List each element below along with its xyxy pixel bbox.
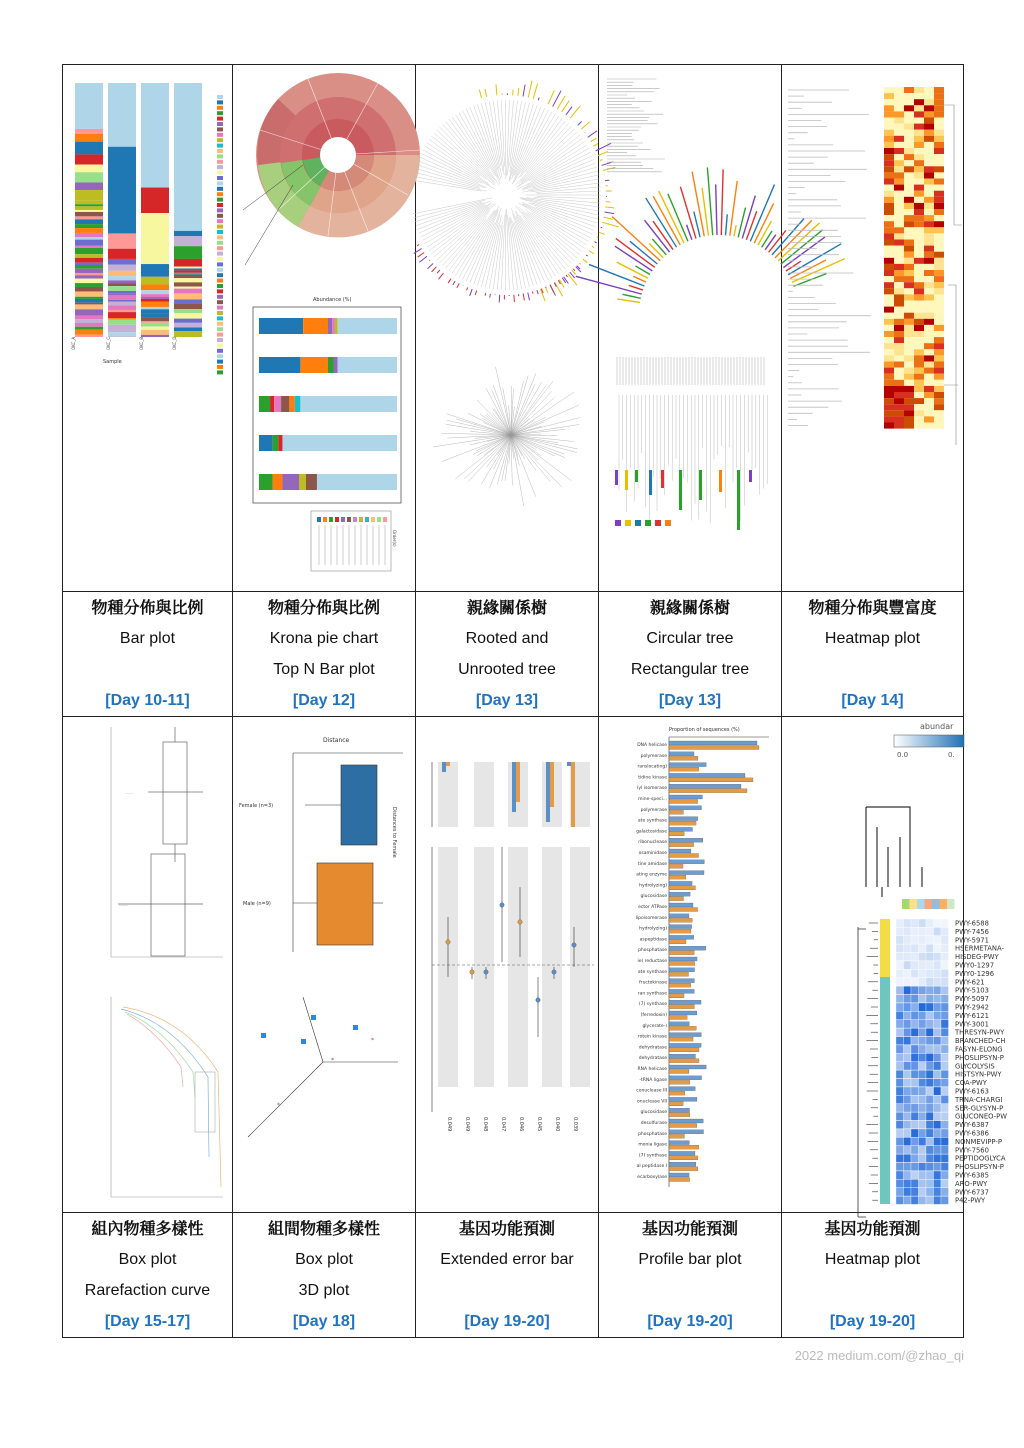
heatmap-row-label: COA-PWY [955,1079,987,1088]
caption-title: 物種分佈與比例 [91,598,204,617]
bar-plot-chart [63,65,232,591]
caption-cell [599,592,781,716]
profile-row-label: polymerase [640,753,667,759]
heatmap-row-label: HSERMETANA- [955,944,1004,953]
caption-line: Profile bar plot [638,1251,742,1268]
pvalue-label: 0.039 [572,1117,578,1132]
heatmap-row-label: PWY-6387 [955,1121,989,1130]
profile-row-label: ie) reductase [637,959,667,964]
heatmap-chart [782,65,963,591]
profile-row-label: DNA helicase [637,743,667,748]
profile-row-label: tidine kinase [638,775,667,781]
caption-day: [Day 19-20] [647,1313,733,1330]
heatmap-row-label: PWY-6737 [955,1188,989,1197]
heatmap-row-label: PWY-3001 [955,1020,989,1029]
heatmap-legend-title: abundar [920,722,954,731]
caption-day: [Day 19-20] [464,1313,550,1330]
profile-row-label: conuclease III [636,1088,667,1094]
caption-cell [782,1213,963,1337]
heatmap-row-label: THRESYN-PWY [955,1028,1005,1037]
phylo-tree-thumbnail [416,65,598,591]
bar-plot-thumbnail [63,65,232,591]
caption-day: [Day 19-20] [829,1313,916,1330]
beta-diversity-thumbnail [233,717,415,1212]
caption-title: 物種分佈與豐富度 [808,598,937,617]
heatmap-row-label: PWY-5097 [955,995,989,1004]
caption-line: Extended error bar [440,1251,574,1268]
heatmap-row-label: PWY-6588 [955,919,989,928]
heatmap-row-label: PWY-6385 [955,1171,989,1180]
profile-row-label: ating enzyme [636,872,667,878]
caption-title: 親緣關係樹 [466,598,547,617]
profile-row-label: glucosidase [640,894,667,900]
bar-sample-label: OKC_D [172,336,177,350]
caption-line: Heatmap plot [824,630,921,647]
box-ylabel: Distances to Female [391,807,397,858]
pvalue-label: 0.049 [464,1117,470,1132]
caption-cell [63,592,232,716]
profile-row-label: glycerate-) [642,1023,667,1029]
caption-title: 物種分佈與比例 [267,598,380,617]
caption-line: Box plot [118,1251,177,1268]
profile-row-label: onuclease VII [637,1099,667,1105]
caption-line: Rectangular tree [630,661,750,678]
heatmap-row-label: PHOSLIPSYN-P [955,1163,1004,1172]
svg-text:*: * [331,1057,334,1064]
caption-cell [416,1213,598,1337]
profile-row-label: ate synthase [637,969,667,975]
box-group-label: Male (n=9) [243,901,271,907]
heatmap-row-label: PEPTIDOGLYCA [955,1154,1006,1163]
caption-cell [233,592,415,716]
profile-row-label: glucosidase [640,1110,667,1116]
profile-bar-thumbnail [599,717,781,1212]
svg-text:--------: -------- [125,791,134,795]
caption-cell [599,1213,781,1337]
extended-error-bar-chart [416,717,598,1212]
krona-chart [233,65,415,591]
caption-line: 3D plot [298,1282,350,1299]
caption-title: 組內物種多樣性 [91,1219,204,1238]
profile-row-label: dehydratase [638,1056,667,1062]
profile-row-label: desulfurase [640,1121,667,1126]
caption-day: [Day 12] [292,692,356,709]
summary-table [62,64,1007,1338]
pvalue-label: 0.048 [482,1117,488,1132]
krona-thumbnail [233,65,415,591]
box-title: Distance [323,737,350,744]
heatmap-scale-min: 0.0 [897,751,909,759]
caption-line: Krona pie chart [269,630,379,647]
profile-title: Proportion of sequences (%) [669,727,740,733]
profile-row-label: (ferredoxin) [640,1013,667,1018]
heatmap-row-label: PWY-621 [955,978,985,987]
caption-day: [Day 14] [841,692,904,709]
caption-title: 組間物種多樣性 [267,1219,380,1238]
heatmap-row-label: HISTSYN-PWY [955,1070,1002,1079]
beta-diversity-chart [233,717,415,1212]
profile-row-label: osaminidase [638,851,667,856]
heatmap-row-label: HISDEG-PWY [955,953,999,962]
krona-legend-title: Order(s) [392,530,397,547]
caption-line: Top N Bar plot [273,661,375,678]
krona-axis-label: Abundance (%) [313,297,352,303]
heatmap-row-label: P42-PWY [955,1196,986,1205]
caption-line [599,1275,781,1306]
heatmap-row-label: PWY-6386 [955,1129,989,1138]
profile-row-label: hydrolyzing) [639,926,667,932]
heatmap-row-label: GLUCONEO-PW [955,1112,1007,1121]
heatmap-row-label: PWY-5103 [955,986,989,995]
pvalue-label: 0.040 [554,1117,560,1132]
profile-row-label: (7) synthase [638,1153,667,1159]
caption-day: [Day 10-11] [105,692,190,709]
caption-title: 基因功能預測 [458,1219,555,1238]
caption-line [782,1275,963,1306]
heatmap-row-label: PWY0-1297 [955,961,995,970]
caption-line: Rooted and [465,630,549,647]
profile-row-label: ranslocating) [637,764,667,770]
profile-bar-chart [599,717,781,1212]
heatmap-row-label: FASYN-ELONG [955,1045,1003,1054]
profile-row-label: ribonuclease [638,840,667,846]
bar-sample-label: OKC_B [139,336,144,350]
caption-day: [Day 13] [475,692,539,709]
profile-row-label: RNA helicase [637,1067,667,1072]
rarefaction-thumbnail [63,717,232,1212]
pvalue-label: 0.049 [446,1117,452,1132]
caption-cell [63,1213,232,1337]
caption-title: 親緣關係樹 [649,598,730,617]
profile-row-label: lipoisomerase [635,915,667,921]
heatmap-row-label: SER-GLYSYN-P [955,1104,1004,1113]
heatmap-row-label: ARO-PWY [955,1179,988,1188]
profile-row-label: phosphatase [638,948,667,954]
heatmap-thumbnail [782,65,963,591]
profile-row-label: ecarboxylase [637,1175,667,1180]
profile-row-label: phosphatase [638,1131,667,1137]
bar-sample-label: OKC_A [71,336,76,350]
profile-row-label: polymerase [640,807,667,813]
heatmap-row-label: PHOSLIPSYN-P [955,1053,1004,1062]
heatmap-row-label: PWY0-1296 [955,969,995,978]
profile-row-label: ate synthase [637,818,667,824]
heatmap-row-label: PWY-6121 [955,1011,989,1020]
caption-cell [416,592,598,716]
pathway-heatmap-thumbnail [782,717,1007,1212]
pvalue-label: 0.045 [536,1117,542,1132]
heatmap-row-label: GLYCOLYSIS [955,1062,995,1071]
heatmap-row-label: TRNA-CHARGI [955,1095,1003,1104]
profile-row-label: mine-speci... [638,797,667,802]
profile-row-label: monia ligase [638,1142,667,1148]
pathway-heatmap-chart [782,717,1007,1212]
pvalue-label: 0.047 [500,1117,506,1132]
caption-line: Box plot [295,1251,353,1268]
heatmap-row-label: PWY-7560 [955,1146,989,1155]
caption-cell [233,1213,415,1337]
caption-day: [Day 18] [292,1313,356,1330]
caption-line [416,1275,598,1306]
phylo-tree-chart [416,65,598,591]
bar-sample-label: OKC_C [106,336,111,350]
circular-tree-thumbnail [599,65,781,591]
profile-row-label: ran synthase [637,991,667,997]
svg-text:--------: -------- [119,903,128,907]
heatmap-scale-max: 0. [948,751,955,759]
caption-line: Circular tree [646,630,734,647]
circular-tree-chart [599,65,781,591]
profile-row-label: al peptidase I [636,1164,667,1170]
heatmap-row-label: BRANCHED-CH [955,1037,1006,1046]
profile-row-label: dehydratase [638,1045,667,1051]
caption-line [782,654,963,685]
profile-row-label: hydrolyzing) [639,883,667,889]
caption-cell [782,592,963,716]
profile-row-label: tine amidase [637,861,667,867]
caption-line [63,654,232,685]
bar-plot-xlabel: Sample [103,359,122,365]
profile-row-label: lyl isomerase [637,786,667,792]
heatmap-row-label: PWY-6163 [955,1087,989,1096]
caption-title: 基因功能預測 [641,1219,738,1238]
footer-credit: 2022 medium.com/@zhao_qi [794,1348,964,1363]
extended-error-bar-thumbnail [416,717,598,1212]
heatmap-row-label: PWY-2942 [955,1003,989,1012]
profile-row-label: -tRNA ligase [639,1077,667,1083]
box-group-label: Female (n=3) [239,803,274,809]
caption-line: Rarefaction curve [84,1282,211,1299]
profile-row-label: (7) synthase [638,1002,667,1008]
caption-line: Heatmap plot [824,1251,921,1268]
profile-row-label: galactosidase [636,829,667,835]
heatmap-row-label: PWY-7456 [955,927,989,936]
heatmap-row-label: PWY-5971 [955,936,989,945]
alpha-diversity-chart [63,717,232,1212]
caption-day: [Day 13] [658,692,722,709]
caption-title: 基因功能預測 [824,1219,921,1238]
caption-line: Bar plot [119,630,176,647]
profile-row-label: fructokinase [639,980,667,986]
profile-row-label: ector ATPase [638,905,667,910]
caption-line: Unrooted tree [458,661,556,678]
profile-row-label: aspeptidase [639,937,667,943]
svg-text:*: * [371,1037,374,1044]
svg-text:*: * [277,1102,280,1109]
pvalue-label: 0.046 [518,1117,524,1132]
caption-day: [Day 15-17] [104,1313,191,1330]
profile-row-label: rotein kinase [637,1034,667,1040]
heatmap-row-label: NONMEVIPP-P [955,1137,1002,1146]
